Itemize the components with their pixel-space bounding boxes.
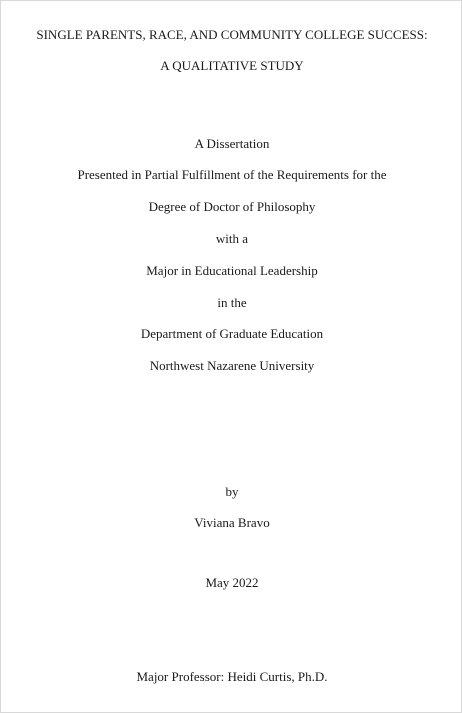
author-name: Viviana Bravo (194, 515, 270, 530)
title-line-1: SINGLE PARENTS, RACE, AND COMMUNITY COLLEGE SUCCESS: (36, 27, 428, 42)
by-text: by (225, 484, 239, 499)
major-professor: Major Professor: Heidi Curtis, Ph.D. (136, 669, 328, 684)
with-a-text: with a (215, 231, 249, 246)
title-line-2: A QUALITATIVE STUDY (160, 58, 304, 73)
major-name: Major in Educational Leadership (146, 263, 318, 278)
department-name: Department of Graduate Education (140, 326, 324, 341)
university-name: Northwest Nazarene University (149, 358, 315, 373)
document-type: A Dissertation (194, 136, 270, 151)
degree-name: Degree of Doctor of Philosophy (148, 199, 316, 214)
presented-statement: Presented in Partial Fulfillment of the Requirements for the (77, 167, 387, 182)
submission-date: May 2022 (205, 575, 259, 590)
in-the-text: in the (217, 295, 247, 310)
